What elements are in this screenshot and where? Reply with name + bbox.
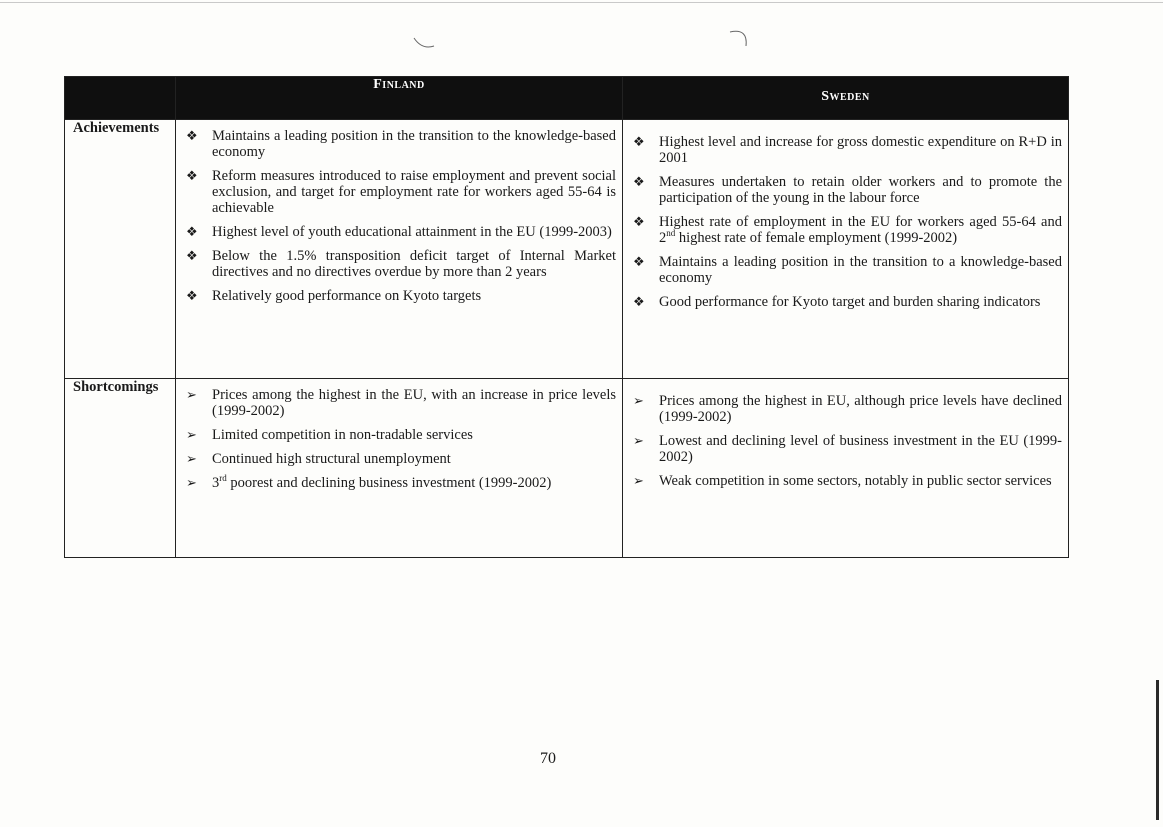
diamond-bullet-icon: ❖ [186,224,198,239]
diamond-bullet-icon: ❖ [633,254,645,269]
column-header-sweden: Sweden [623,77,1069,120]
list-item: ➢ Weak competition in some sectors, notably in public sector services [629,473,1062,489]
list-item: ➢ Prices among the highest in the EU, with an increase in price levels (1999-2002) [182,387,616,419]
arrow-bullet-icon: ➢ [633,393,644,408]
page-number: 70 [540,750,556,767]
arrow-bullet-icon: ➢ [633,473,644,488]
shortcomings-finland-cell [176,379,623,558]
row-achievements [65,120,1069,379]
list-item: ➢ Prices among the highest in EU, although price levels have declined (1999-2002) [629,393,1062,425]
punch-hole-mark-left [412,32,438,52]
list-item: ❖ Highest level and increase for gross domestic expenditure on R+D in 2001 [629,134,1062,166]
scan-edge-line [0,2,1163,3]
diamond-bullet-icon: ❖ [633,294,645,309]
header-corner [65,77,176,120]
list-item: ➢ Lowest and declining level of business investment in the EU (1999-2002) [629,433,1062,465]
diamond-bullet-icon: ❖ [633,174,645,189]
arrow-bullet-icon: ➢ [186,387,197,402]
list-item: ❖ Reform measures introduced to raise employment and prevent social exclusion, and target for employment rate for workers aged 55-64 is achievable [182,168,616,216]
column-header-finland: Finland [176,77,623,120]
list-item: ❖ Measures undertaken to retain older workers and to promote the participation of the young in the labour force [629,174,1062,206]
diamond-bullet-icon: ❖ [186,248,198,263]
punch-hole-mark-right [726,28,752,48]
diamond-bullet-icon: ❖ [186,288,198,303]
list-item: ❖ Maintains a leading position in the transition to the knowledge-based economy [182,128,616,160]
diamond-bullet-icon: ❖ [633,134,645,149]
row-shortcomings [65,379,1069,558]
list-item: ❖ Maintains a leading position in the transition to a knowledge-based economy [629,254,1062,286]
list-item: ❖ Good performance for Kyoto target and burden sharing indicators [629,294,1062,310]
comparison-table [64,76,1069,558]
diamond-bullet-icon: ❖ [186,168,198,183]
arrow-bullet-icon: ➢ [186,427,197,442]
scan-edge-shadow [1156,680,1159,820]
arrow-bullet-icon: ➢ [186,475,197,490]
achievements-sweden-cell [623,120,1069,379]
diamond-bullet-icon: ❖ [186,128,198,143]
header-row [65,77,1069,120]
arrow-bullet-icon: ➢ [633,433,644,448]
list-item: ❖ Relatively good performance on Kyoto targets [182,288,616,304]
list-item: ➢ Continued high structural unemployment [182,451,616,467]
list-item: ❖ Below the 1.5% transposition deficit target of Internal Market directives and no directives overdue by more than 2 years [182,248,616,280]
arrow-bullet-icon: ➢ [186,451,197,466]
diamond-bullet-icon: ❖ [633,214,645,229]
shortcomings-sweden-cell [623,379,1069,558]
list-item: ➢ 3rd poorest and declining business investment (1999-2002) [182,475,616,491]
list-item: ❖ Highest level of youth educational attainment in the EU (1999-2003) [182,224,616,240]
row-label-shortcomings: Shortcomings [65,379,176,558]
row-label-achievements: Achievements [65,120,176,379]
list-item: ➢ Limited competition in non-tradable services [182,427,616,443]
list-item: ❖ Highest rate of employment in the EU for workers aged 55-64 and 2nd highest rate of female employment (1999-2002) [629,214,1062,246]
achievements-finland-cell [176,120,623,379]
